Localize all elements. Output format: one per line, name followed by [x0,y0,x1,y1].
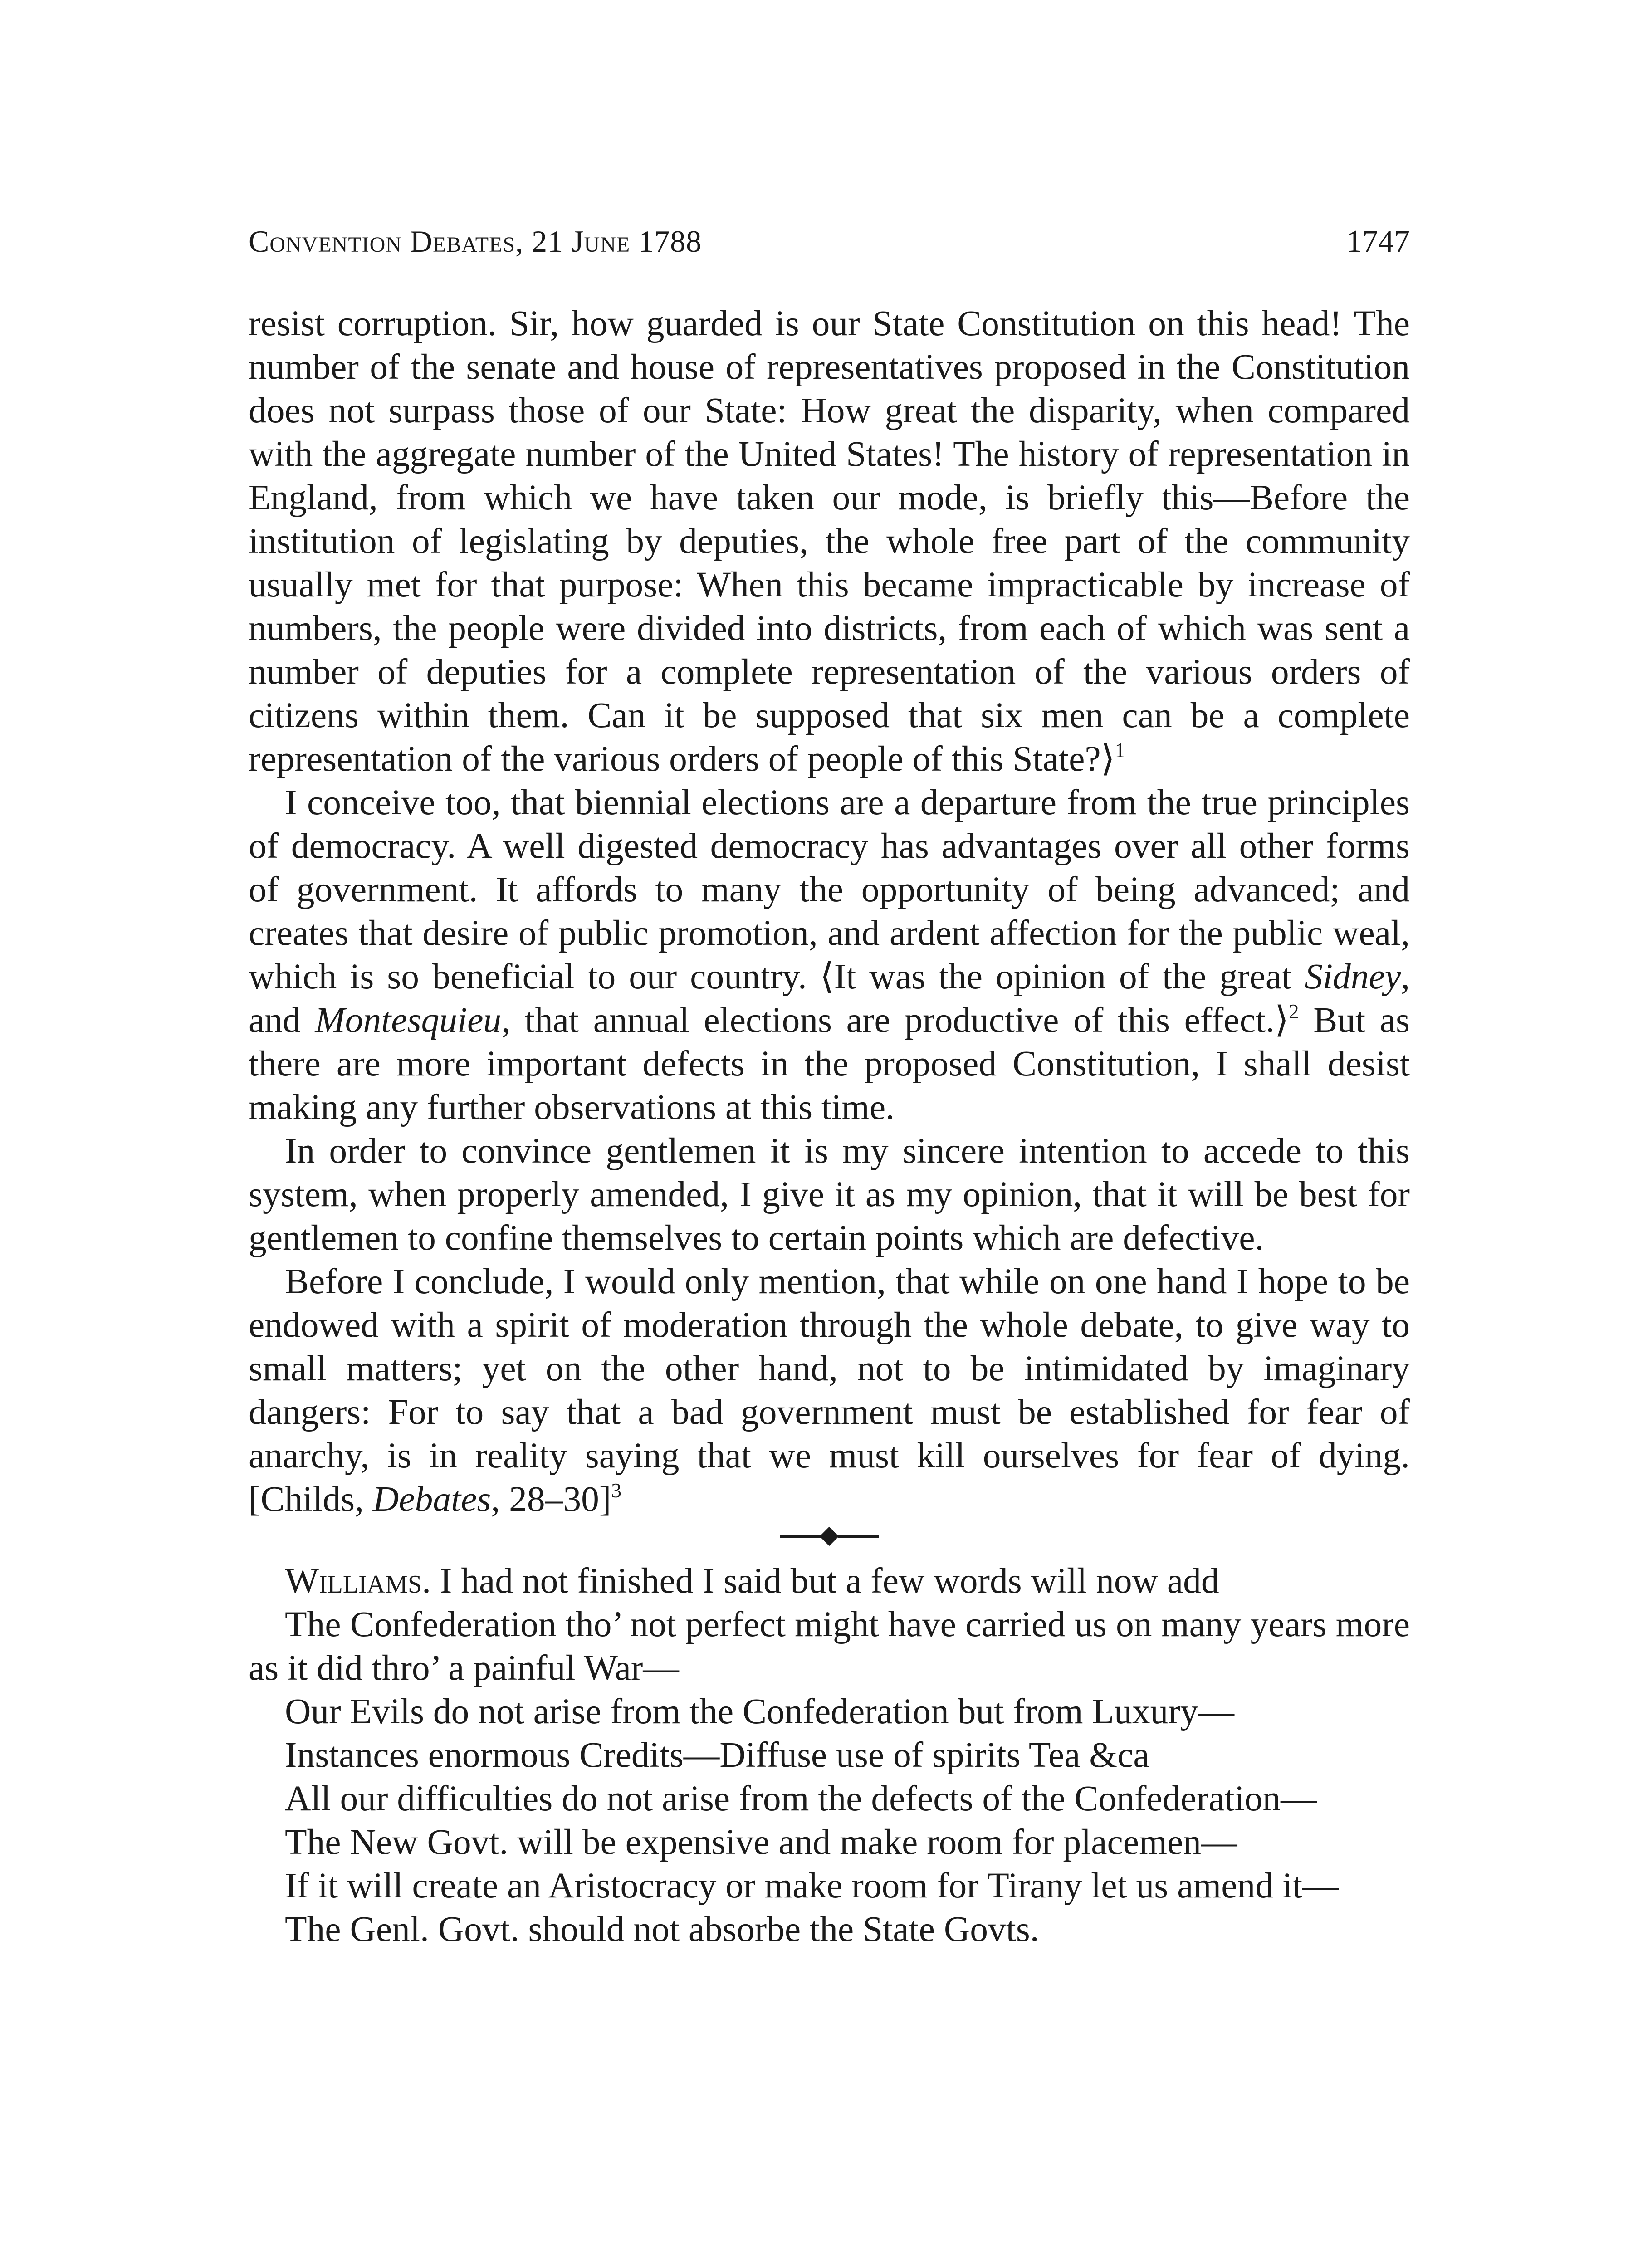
divider-rule-right [838,1535,879,1538]
notes-first-line: . I had not finished I said but a few words will now add [422,1561,1219,1601]
paragraph-4-text-a: Before I conclude, I would only mention, that while on one hand I hope to be endowed with a spirit of moderation through the whole debate, to give way to small matters; yet on the other hand, not to be intimidated by imaginary dangers: For to say that a bad government must be established for fear of anarchy, is in reality saying that we must kill ourselves for fear of dying. [Childs, [249,1261,1410,1519]
main-text [249,302,1410,1951]
notes-line: Instances enormous Credits—Diffuse use of spirits Tea &ca [285,1735,1149,1775]
running-head [249,223,1410,260]
paragraph-2-text-f: But as there are more important defects in the proposed Constitution, I shall desist making any further observations at this time. [249,1000,1410,1127]
diamond-icon [820,1527,839,1546]
paragraph-3 [249,1129,1410,1260]
notes-line: All our difficulties do not arise from the defects of the Confederation— [285,1779,1317,1818]
paragraph-2-text-c: , and [249,957,1410,1040]
paragraph-1-text: resist corruption. Sir, how guarded is our State Constitution on this head! The number of the senate and house of representatives proposed in the Constitution does not surpass those of our State: How great the disparity, when compared with the aggregate number of the United States! The history of representation in England, from which we have taken our mode, is briefly this—Before the institution of legislating by deputies, the whole free part of the community usually met for that purpose: When this became impracticable by increase of numbers, the people were divided into districts, from each of which was sent a number of deputies for a complete representation of the various orders of citizens within them. Can it be supposed that six men can be a complete representation of the various orders of people of this State?⟩ [249,303,1410,779]
paragraph-2 [249,781,1410,1129]
notes-line: If it will create an Aristocracy or make room for Tirany let us amend it— [285,1866,1339,1906]
speaker-name: Williams [285,1561,422,1601]
notes-line [249,1559,1410,1603]
paragraph-4-italic-debates: Debates [372,1479,491,1519]
notes-line: The Genl. Govt. should not absorbe the State Govts. [285,1909,1039,1949]
footnote-ref-1: 1 [1115,739,1125,762]
paragraph-1 [249,302,1410,781]
paragraph-4 [249,1260,1410,1521]
footnote-ref-3: 3 [611,1479,621,1502]
running-head-title: Convention Debates, 21 June 1788 [249,224,702,259]
paragraph-4-text-c: , 28–30] [491,1479,611,1519]
divider-rule-left [780,1535,821,1538]
page-number: 1747 [1346,224,1410,259]
notes-line: The New Govt. will be expensive and make room for placemen— [285,1822,1237,1862]
paragraph-2-text-a: I conceive too, that biennial elections are a departure from the true principles of democracy. A well digested democracy has advantages over all other forms of government. It affords to many the opportunity of being advanced; and creates that desire of public promotion, and ardent affection for the public weal, which is so beneficial to our country. ⟨It was the opinion of the great [249,782,1410,997]
notes-line: Our Evils do not arise from the Confederation but from Luxury— [285,1691,1235,1731]
notes-line: The Confederation tho’ not perfect might have carried us on many years more as it did thro’ a painful War— [249,1604,1410,1688]
section-divider-ornament [249,1522,1410,1551]
paragraph-2-text-e: , that annual elections are productive of this effect.⟩ [501,1000,1289,1040]
footnote-ref-2: 2 [1288,1000,1299,1023]
paragraph-2-italic-montesquieu: Montesquieu [315,1000,502,1040]
paragraph-2-italic-sidney: Sidney [1305,957,1401,997]
williams-notes [249,1559,1410,1951]
paragraph-3-text: In order to convince gentlemen it is my sincere intention to accede to this system, when properly amended, I give it as my opinion, that it will be best for gentlemen to confine themselves to certain points which are defective. [249,1131,1410,1258]
